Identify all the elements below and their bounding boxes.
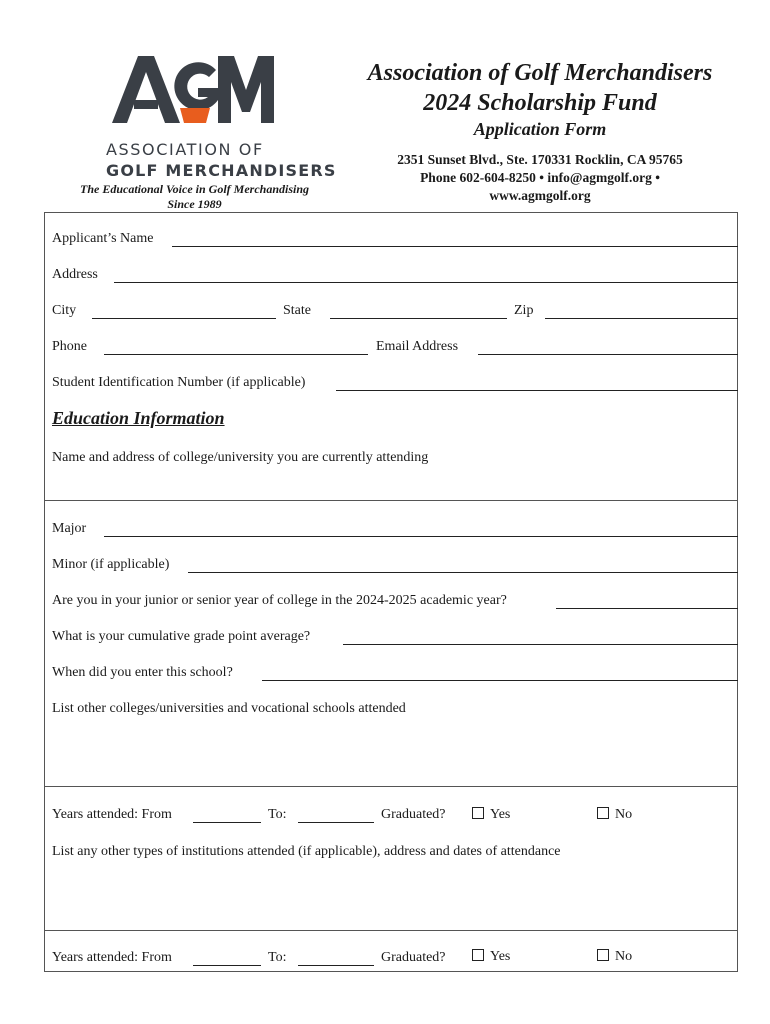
page-title: Association of Golf Merchandisers bbox=[367, 60, 713, 86]
address-field[interactable] bbox=[114, 282, 738, 283]
email-field[interactable] bbox=[478, 354, 738, 355]
contact-address bbox=[340, 151, 740, 205]
minor-field[interactable] bbox=[188, 572, 738, 573]
other-institutions-label: List any other types of institutions attended (if applicable), address and dates of attendance bbox=[52, 844, 561, 859]
graduated-no-option-2[interactable] bbox=[597, 949, 632, 965]
years-from-field-1[interactable] bbox=[193, 822, 261, 823]
minor-label: Minor (if applicable) bbox=[52, 557, 170, 572]
address-line2: Phone 602-604-8250 • info@agmgolf.org • bbox=[420, 170, 660, 185]
graduated-label-1: Graduated? bbox=[381, 807, 446, 822]
college-label: Name and address of college/university you are currently attending bbox=[52, 450, 429, 465]
email-label: Email Address bbox=[376, 339, 459, 354]
tagline bbox=[62, 182, 327, 212]
zip-label: Zip bbox=[514, 303, 534, 318]
address-line1: 2351 Sunset Blvd., Ste. 170331 Rocklin, CA 95765 bbox=[397, 152, 683, 167]
years-to-field-2[interactable] bbox=[298, 965, 374, 966]
page-title-year: 2024 Scholarship Fund bbox=[423, 90, 657, 116]
no-label-1: No bbox=[615, 807, 633, 822]
gpa-label: What is your cumulative grade point average? bbox=[52, 629, 311, 644]
junior-senior-field[interactable] bbox=[556, 608, 738, 609]
state-field[interactable] bbox=[330, 318, 507, 319]
years-from-label-2: Years attended: From bbox=[52, 950, 172, 965]
logo-letter-a bbox=[112, 56, 180, 123]
years-from-field-2[interactable] bbox=[193, 965, 261, 966]
education-section-title: Education Information bbox=[52, 408, 225, 428]
years-to-field-1[interactable] bbox=[298, 822, 374, 823]
applicant-name-label: Applicant’s Name bbox=[52, 231, 154, 246]
years-from-label-1: Years attended: From bbox=[52, 807, 172, 822]
graduated-label-2: Graduated? bbox=[381, 950, 446, 965]
form-subtitle: Application Form bbox=[473, 119, 607, 139]
years-to-label-2: To: bbox=[268, 950, 287, 965]
graduated-no-option-1[interactable] bbox=[597, 807, 632, 823]
graduated-yes-option-2[interactable] bbox=[472, 949, 510, 965]
yes-checkbox-1[interactable] bbox=[472, 807, 484, 819]
no-checkbox-2[interactable] bbox=[597, 949, 609, 961]
address-line3: www.agmgolf.org bbox=[489, 188, 591, 203]
applicant-name-field[interactable] bbox=[172, 246, 738, 247]
logo-bucket-icon bbox=[180, 108, 210, 123]
other-institutions-divider bbox=[44, 930, 738, 931]
logo-golf-merchandisers-text: GOLF MERCHANDISERS bbox=[106, 161, 337, 180]
student-id-label: Student Identification Number (if applicable) bbox=[52, 375, 306, 390]
tagline-line2: Since 1989 bbox=[167, 197, 222, 211]
phone-field[interactable] bbox=[104, 354, 368, 355]
junior-senior-label: Are you in your junior or senior year of college in the 2024-2025 academic year? bbox=[52, 593, 507, 608]
yes-label-2: Yes bbox=[490, 949, 511, 964]
years-to-label-1: To: bbox=[268, 807, 287, 822]
city-field[interactable] bbox=[92, 318, 276, 319]
agm-logo-mark bbox=[110, 48, 275, 128]
logo-letter-a-bar bbox=[134, 100, 158, 109]
state-label: State bbox=[283, 303, 311, 318]
major-label: Major bbox=[52, 521, 87, 536]
title-block bbox=[340, 58, 740, 140]
city-label: City bbox=[52, 303, 77, 318]
graduated-yes-option-1[interactable] bbox=[472, 807, 510, 823]
student-id-field[interactable] bbox=[336, 390, 738, 391]
gpa-field[interactable] bbox=[343, 644, 738, 645]
logo-letter-g bbox=[174, 62, 218, 110]
no-label-2: No bbox=[615, 949, 633, 964]
phone-label: Phone bbox=[52, 339, 87, 354]
other-colleges-label: List other colleges/universities and vocational schools attended bbox=[52, 701, 406, 716]
yes-label-1: Yes bbox=[490, 807, 511, 822]
logo-association-text: ASSOCIATION OF bbox=[106, 140, 264, 159]
enter-school-field[interactable] bbox=[262, 680, 738, 681]
no-checkbox-1[interactable] bbox=[597, 807, 609, 819]
college-section-divider bbox=[44, 500, 738, 501]
address-label: Address bbox=[52, 267, 98, 282]
enter-school-label: When did you enter this school? bbox=[52, 665, 233, 680]
tagline-line1: The Educational Voice in Golf Merchandising bbox=[79, 182, 310, 196]
yes-checkbox-2[interactable] bbox=[472, 949, 484, 961]
logo-letter-m bbox=[218, 56, 274, 123]
major-field[interactable] bbox=[104, 536, 738, 537]
other-colleges-divider bbox=[44, 786, 738, 787]
zip-field[interactable] bbox=[545, 318, 738, 319]
